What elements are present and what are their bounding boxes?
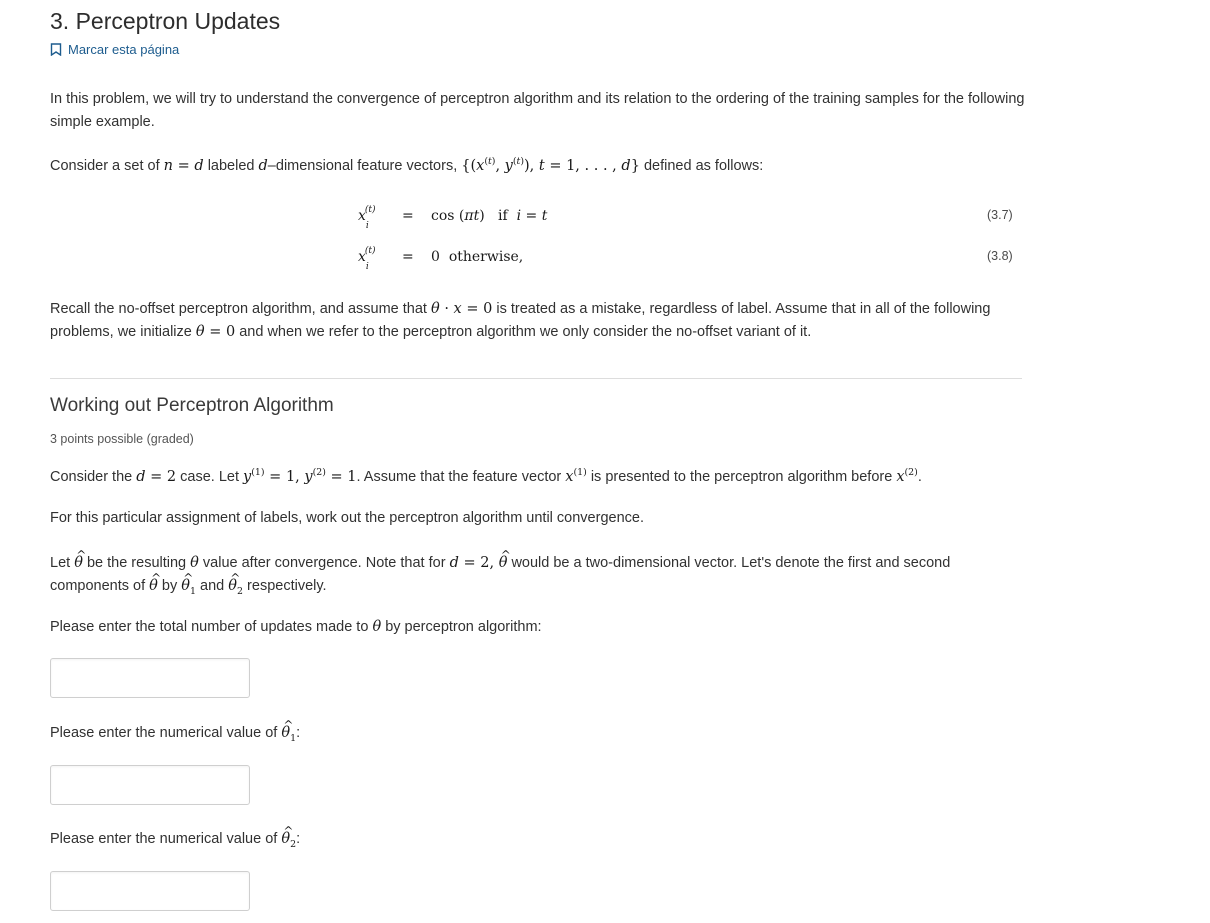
definition-paragraph: Consider a set of n = d labeled d–dimensional feature vectors, {($x^{(t)}$, $y^{(t)}$), t = 1, . . . , d} defined as follows: bbox=[50, 156, 764, 174]
updates-answer-input[interactable] bbox=[50, 658, 250, 698]
equation-3-7: $x_i^{(t)}$ = cos (πt) if i = t (3.7) bbox=[358, 205, 1013, 231]
question-theta1: Please enter the numerical value of ^ $\theta_1$: bbox=[50, 722, 1030, 745]
theta1-answer-input[interactable] bbox=[50, 765, 250, 805]
problem-statement: Consider the d = 2 case. Let $y^{(1)} = 1$, $y^{(2)} = 1$. Assume that the feature vector $x^{(1)}$ is presented to the perceptron algorithm before $x^{(2)}$. bbox=[50, 467, 922, 485]
theta2-answer-input[interactable] bbox=[50, 871, 250, 911]
instruction-line: For this particular assignment of labels, work out the perceptron algorithm until convergence. bbox=[50, 510, 644, 526]
bookmark-link[interactable] bbox=[50, 42, 179, 57]
equation-3-8: $x_i^{(t)}$ = 0 otherwise, (3.8) bbox=[358, 246, 1013, 272]
problem-title: Working out Perceptron Algorithm bbox=[50, 395, 334, 416]
question-theta2: Please enter the numerical value of ^ $\theta_2$: bbox=[50, 828, 1030, 851]
bookmark-icon bbox=[50, 43, 62, 56]
theta-hat-paragraph: Let ^ θ be the resulting θ value after convergence. Note that for d = 2, ^ θ would be a two-dimensional vector. Let's denote the first and second components of ^ θ by ^ $\theta_1$ and ^ $\theta_2$ respectively. bbox=[50, 552, 1030, 598]
page-title: 3. Perceptron Updates bbox=[50, 8, 281, 34]
section-divider bbox=[50, 378, 1022, 379]
question-updates: Please enter the total number of updates made to θ by perceptron algorithm: bbox=[50, 619, 542, 635]
recall-paragraph: Recall the no-offset perceptron algorithm, and assume that θ · x = 0 is treated as a mistake, regardless of label. Assume that in all of the following problems, we initialize θ = 0 and when we refer to the perceptron algorithm we only consider the no-offset variant of it. bbox=[50, 301, 991, 340]
points-label: 3 points possible (graded) bbox=[50, 432, 194, 446]
equation-number: (3.8) bbox=[987, 249, 1013, 263]
intro-paragraph: In this problem, we will try to understand the convergence of perceptron algorithm and its relation to the ordering of the training samples for the following simple example. bbox=[50, 91, 1025, 130]
bookmark-label: Marcar esta página bbox=[68, 42, 180, 57]
equation-number: (3.7) bbox=[987, 208, 1013, 222]
